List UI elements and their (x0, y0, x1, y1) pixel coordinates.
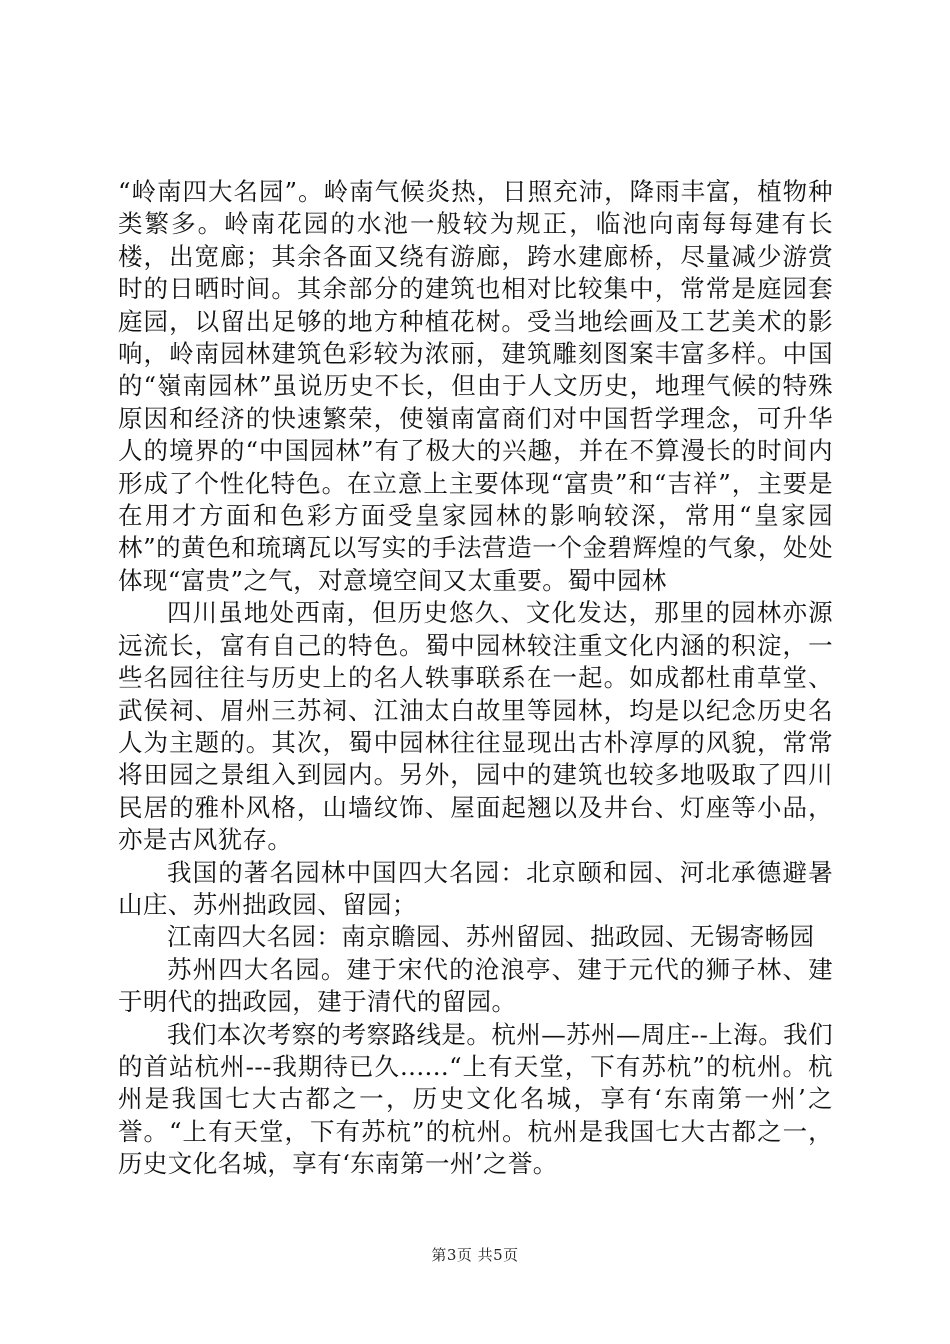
paragraph-jiangnan-four-gardens: 江南四大名园：南京瞻园、苏州留园、拙政园、无锡寄畅园 (167, 922, 815, 952)
paragraph-route-hangzhou: 我们本次考察的考察路线是。杭州—苏州—周庄--上海。我们的首站杭州---我期待已久......“上有天堂，下有苏杭”的杭州。杭州是我国七大古都之一，历史文化名城，享有‘东南第一州’之誉。“上有天堂，下有苏杭”的杭州。杭州是我国七大古都之一，历史文化名城，享有‘东南第一州’之誉。 (118, 1019, 833, 1179)
page-number-footer: 第3页 共5页 (431, 1246, 519, 1264)
paragraph-suzhou-four-gardens: 苏州四大名园。建于宋代的沧浪亭、建于元代的狮子林、建于明代的拙政园，建于清代的留园。 (118, 954, 833, 1017)
paragraph-china-four-gardens: 我国的著名园林中国四大名园：北京颐和园、河北承德避暑山庄、苏州拙政园、留园； (118, 857, 833, 919)
paragraph-sichuan-gardens: 四川虽地处西南，但历史悠久、文化发达，那里的园林亦源远流长，富有自己的特色。蜀中园林较注重文化内涵的积淀，一些名园往往与历史上的名人轶事联系在一起。如成都杜甫草堂、武侯祠、眉州三苏祠、江油太白故里等园林，均是以纪念历史名人为主题的。其次，蜀中园林往往显现出古朴淳厚的风貌，常常将田园之景组入到园内。另外，园中的建筑也较多地吸取了四川民居的雅朴风格，山墙纹饰、屋面起翘以及井台、灯座等小品，亦是古风犹存。 (118, 598, 833, 855)
document-body (118, 176, 833, 1181)
paragraph-lingnan-gardens: “岭南四大名园”。岭南气候炎热，日照充沛，降雨丰富，植物种类繁多。岭南花园的水池一般较为规正，临池向南每每建有长楼，出宽廊；其余各面又绕有游廊，跨水建廊桥，尽量减少游赏时的日晒时间。其余部分的建筑也相对比较集中，常常是庭园套庭园，以留出足够的地方种植花树。受当地绘画及工艺美术的影响，岭南园林建筑色彩较为浓丽，建筑雕刻图案丰富多样。中国的“嶺南园林”虽说历史不长，但由于人文历史，地理气候的特殊原因和经济的快速繁荣，使嶺南富商们对中国哲学理念，可升华人的境界的“中国园林”有了极大的兴趣，并在不算漫长的时间内形成了个性化特色。在立意上主要体现“富贵”和“吉祥”，主要是在用才方面和色彩方面受皇家园林的影响较深，常用“皇家园林”的黄色和琉璃瓦以写实的手法营造一个金碧辉煌的气象，处处体现“富贵”之气，对意境空间又太重要。蜀中园林 (118, 177, 833, 595)
